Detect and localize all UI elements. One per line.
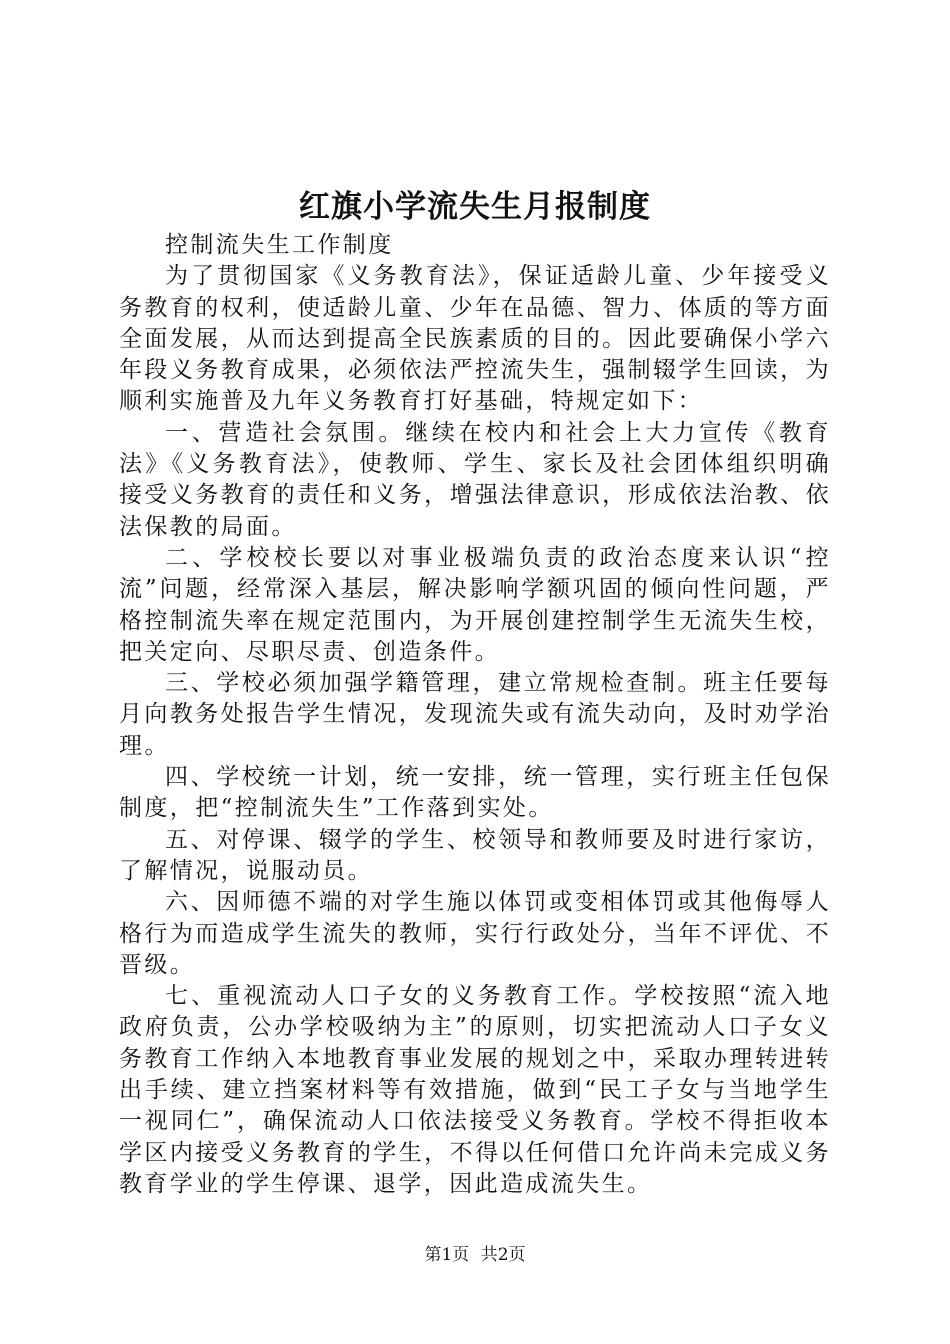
paragraph-item-5: 五、对停课、辍学的学生、校领导和教师要及时进行家访，了解情况，说服动员。 <box>119 826 831 884</box>
paragraph-intro: 为了贯彻国家《义务教育法》，保证适龄儿童、少年接受义务教育的权利，使适龄儿童、少年在品德、智力、体质的等方面全面发展，从而达到提高全民族素质的目的。因此要确保小学六年段义务教育成果，必须依法严控流失生，强制辍学生回读，为顺利实施普及九年义务教育打好基础，特规定如下： <box>119 263 831 415</box>
paragraph-item-6: 六、因师德不端的对学生施以体罚或变相体罚或其他侮辱人格行为而造成学生流失的教师，实行行政处分，当年不评优、不晋级。 <box>119 889 831 978</box>
document-body <box>119 230 831 1200</box>
paragraph-item-1: 一、营造社会氛围。继续在校内和社会上大力宣传《教育法》《义务教育法》，使教师、学生、家长及社会团体组织明确接受义务教育的责任和义务，增强法律意识，形成依法治教、依法保教的局面。 <box>119 419 831 540</box>
document-title: 红旗小学流失生月报制度 <box>299 189 651 225</box>
paragraph-item-3: 三、学校必须加强学籍管理，建立常规检查制。班主任要每月向教务处报告学生情况，发现流失或有流失动向，及时劝学治理。 <box>119 670 831 759</box>
paragraph-item-4: 四、学校统一计划，统一安排，统一管理，实行班主任包保制度，把“控制流失生”工作落到实处。 <box>119 764 831 822</box>
page-footer <box>0 1243 950 1267</box>
page-total: 共2页 <box>480 1245 526 1265</box>
paragraph-item-2: 二、学校校长要以对事业极端负责的政治态度来认识“控流”问题，经常深入基层，解决影响学额巩固的倾向性问题，严格控制流失率在规定范围内，为开展创建控制学生无流失生校，把关定向、尽职尽责、创造条件。 <box>119 544 831 665</box>
paragraph-subtitle: 控制流失生工作制度 <box>165 232 394 258</box>
page-number: 第1页 <box>424 1245 470 1265</box>
paragraph-item-7: 七、重视流动人口子女的义务教育工作。学校按照“流入地政府负责，公办学校吸纳为主”的原则，切实把流动人口子女义务教育工作纳入本地教育事业发展的规划之中，采取办理转进转出手续、建立挡案材料等有效措施，做到“民工子女与当地学生一视同仁”，确保流动人口依法接受义务教育。学校不得拒收本学区内接受义务教育的学生，不得以任何借口允许尚未完成义务教育学业的学生停课、退学，因此造成流失生。 <box>119 983 831 1197</box>
